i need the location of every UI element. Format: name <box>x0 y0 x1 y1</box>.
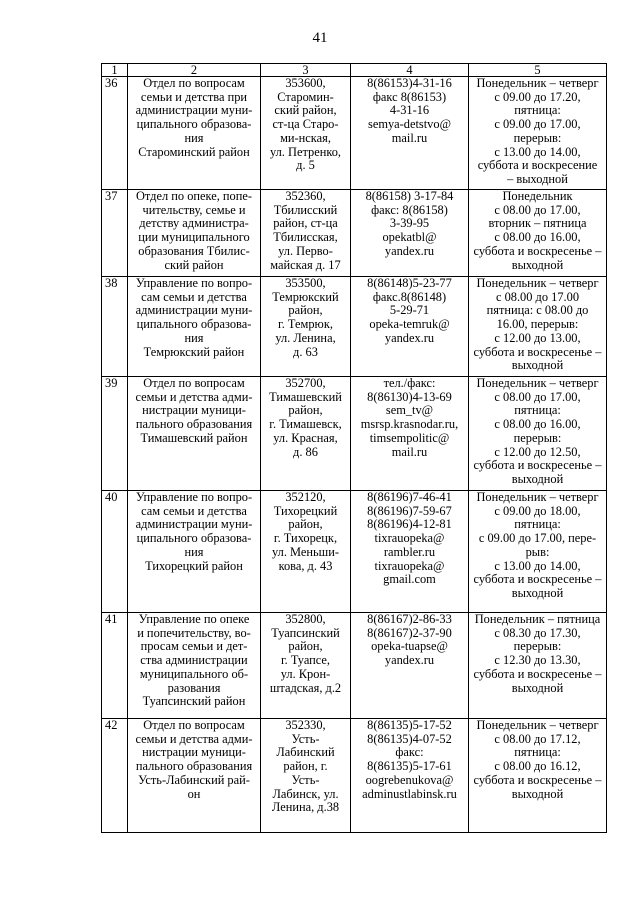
cell-line: суббота и воскресенье – <box>473 344 602 359</box>
cell-line: 4-31-16 <box>389 103 430 118</box>
cell-line: Усть- <box>291 772 320 787</box>
cell-line: ства администрации <box>140 653 248 668</box>
cell-line: выходной <box>511 471 564 486</box>
cell-line: выходной <box>511 680 564 695</box>
cell-line: sem_tv@ <box>385 403 434 418</box>
cell-line: ул. Ленина, <box>275 330 336 345</box>
cell-line: Понедельник <box>502 189 573 203</box>
department-cell <box>128 719 261 833</box>
cell-line: перерыв: <box>513 130 562 145</box>
cell-line: Лабинск, ул. <box>272 786 339 801</box>
cell-line: сам семьи и детства <box>141 289 247 304</box>
cell-line: 8(86167)2-86-33 <box>367 612 452 626</box>
cell-line: Понедельник – четверг <box>476 376 599 390</box>
cell-line: Отдел по опеке, попе- <box>135 189 253 203</box>
cell-line: Понедельник – четверг <box>476 276 599 290</box>
cell-line: перерыв: <box>513 639 562 654</box>
cell-line: Понедельник – четверг <box>476 490 599 504</box>
cell-line: нистрации муници- <box>142 403 246 418</box>
cell-line: 8(86153)4-31-16 <box>367 76 452 90</box>
cell-line: выходной <box>511 786 564 801</box>
cell-line: пятница: <box>514 403 561 418</box>
cell-line: Темрюкский <box>272 289 339 304</box>
address-cell <box>261 613 351 719</box>
cell-line: рыв: <box>525 544 550 559</box>
column-number: 1 <box>102 64 128 77</box>
cell-line: ми-нская, <box>280 130 331 145</box>
cell-line: 8(86196)7-46-41 <box>367 490 452 504</box>
cell-line: 353600, <box>285 76 326 90</box>
contacts-cell <box>351 719 469 833</box>
cell-line: mail.ru <box>391 130 428 145</box>
cell-line: и попечительству, во- <box>137 625 251 640</box>
cell-line: ул. Петренко, <box>269 144 342 159</box>
cell-line: ния <box>184 130 204 145</box>
page-number: 41 <box>312 30 328 46</box>
cell-line: с 08.00 до 16.12, <box>494 759 581 774</box>
cell-line: Туапсинский <box>271 625 340 640</box>
cell-line: ул. Крон- <box>280 666 331 681</box>
department-cell <box>128 377 261 491</box>
cell-line: msrsp.krasnodar.ru, <box>360 417 459 432</box>
contacts-cell <box>351 491 469 613</box>
cell-line: с 08.00 до 17.00, <box>494 389 581 404</box>
cell-line: 8(86135)4-07-52 <box>367 731 452 746</box>
cell-line: чительству, семье и <box>142 202 246 217</box>
table-row <box>102 277 607 377</box>
cell-line: Понедельник – четверг <box>476 718 599 732</box>
cell-line: 352120, <box>285 490 326 504</box>
cell-line: пального образования <box>135 417 253 432</box>
hours-cell <box>469 377 607 491</box>
table-row <box>102 190 607 277</box>
cell-line: 8(86196)4-12-81 <box>367 517 452 532</box>
cell-line: суббота и воскресение <box>477 158 598 173</box>
cell-line: перерыв: <box>513 430 562 445</box>
cell-line: tixrauopeka@ <box>374 558 445 573</box>
cell-line: выходной <box>511 358 564 373</box>
department-cell <box>128 77 261 190</box>
row-number: 39 <box>102 377 128 491</box>
cell-line: opeka-temruk@ <box>369 317 450 332</box>
cell-line: opeka-tuapse@ <box>371 639 448 654</box>
cell-line: ст-ца Старо- <box>272 117 339 132</box>
cell-line: mail.ru <box>391 444 428 459</box>
cell-line: администрации муни- <box>135 303 253 318</box>
cell-line: 8(86148)5-23-77 <box>367 276 452 290</box>
cell-line: semya-detstvo@ <box>368 117 451 132</box>
cell-line: Отдел по вопросам <box>143 76 245 90</box>
cell-line: с 13.00 до 14.00, <box>494 144 581 159</box>
cell-line: факс: <box>395 745 424 760</box>
cell-line: с 08.00 до 17.00 <box>495 289 580 304</box>
cell-line: ции муниципального <box>138 230 250 245</box>
table-row <box>102 77 607 190</box>
cell-line: gmail.com <box>383 572 436 587</box>
cell-line: ципального образова- <box>136 317 252 332</box>
cell-line: ципального образова- <box>136 531 252 546</box>
cell-line: Тбилисская, <box>273 230 338 245</box>
cell-line: штадская, д.2 <box>269 680 342 695</box>
address-cell <box>261 277 351 377</box>
cell-line: сам семьи и детства <box>141 503 247 518</box>
cell-line: Тбилисский <box>273 202 338 217</box>
contacts-cell <box>351 77 469 190</box>
cell-line: район, <box>288 403 323 418</box>
cell-line: район, <box>288 639 323 654</box>
cell-line: пального образования <box>135 759 253 774</box>
cell-line: Управление по опеке <box>138 612 250 626</box>
cell-line: yandex.ru <box>384 653 435 668</box>
cell-line: Темрюкский район <box>143 344 245 359</box>
cell-line: суббота и воскресенье – <box>473 458 602 473</box>
cell-line: район, г. <box>283 759 328 774</box>
address-cell <box>261 719 351 833</box>
cell-line: с 08.00 до 17.00, <box>494 202 581 217</box>
cell-line: Управление по вопро- <box>135 276 253 290</box>
cell-line: – выходной <box>507 171 568 186</box>
table-row <box>102 613 607 719</box>
cell-line: 8(86135)5-17-52 <box>367 718 452 732</box>
contacts-cell <box>351 190 469 277</box>
column-number: 5 <box>469 64 607 77</box>
cell-line: д. 5 <box>296 158 315 173</box>
cell-line: д. 63 <box>293 344 318 359</box>
cell-line: г. Темрюк, <box>278 317 333 332</box>
cell-line: Тихорецкий <box>273 503 338 518</box>
cell-line: Понедельник – пятница <box>474 612 601 626</box>
contacts-cell <box>351 277 469 377</box>
hours-cell <box>469 613 607 719</box>
row-number: 38 <box>102 277 128 377</box>
cell-line: с 13.00 до 14.00, <box>494 558 581 573</box>
department-cell <box>128 190 261 277</box>
cell-line: 352360, <box>285 189 326 203</box>
column-number: 2 <box>128 64 261 77</box>
cell-line: с 12.30 до 13.30, <box>494 653 581 668</box>
cell-line: ский район, <box>274 103 337 118</box>
table-row <box>102 377 607 491</box>
contacts-cell <box>351 613 469 719</box>
column-number: 3 <box>261 64 351 77</box>
cell-line: пятница: с 08.00 до <box>486 303 589 318</box>
cell-line: yandex.ru <box>384 243 435 258</box>
cell-line: кова, д. 43 <box>278 558 333 573</box>
department-cell <box>128 613 261 719</box>
cell-line: факс 8(86153) <box>372 89 447 104</box>
cell-line: ский район <box>164 257 224 272</box>
table-row <box>102 719 607 833</box>
cell-line: 16.00, перерыв: <box>496 317 579 332</box>
cell-line: yandex.ru <box>384 330 435 345</box>
department-cell <box>128 491 261 613</box>
cell-line: г. Тимашевск, <box>269 417 342 432</box>
cell-line: ул. Красная, <box>273 430 338 445</box>
row-number: 37 <box>102 190 128 277</box>
cell-line: 8(86196)7-59-67 <box>367 503 452 518</box>
cell-line: он <box>187 786 201 801</box>
cell-line: пятница: <box>514 103 561 118</box>
row-number: 40 <box>102 491 128 613</box>
cell-line: timsempolitic@ <box>369 430 450 445</box>
cell-line: ния <box>184 330 204 345</box>
cell-line: Тимашевский <box>269 389 342 404</box>
address-cell <box>261 377 351 491</box>
column-number-row <box>102 64 607 77</box>
cell-line: Тимашевский район <box>140 430 248 445</box>
cell-line: с 08.00 до 17.12, <box>494 731 581 746</box>
cell-line: 8(86167)2-37-90 <box>367 625 452 640</box>
cell-line: пятница: <box>514 745 561 760</box>
cell-line: ул. Перво- <box>278 243 333 258</box>
hours-cell <box>469 277 607 377</box>
cell-line: район, <box>288 303 323 318</box>
cell-line: факс.8(86148) <box>372 289 447 304</box>
cell-line: с 08.30 до 17.30, <box>494 625 581 640</box>
address-cell <box>261 491 351 613</box>
cell-line: район, <box>288 517 323 532</box>
hours-cell <box>469 719 607 833</box>
cell-line: Старомин- <box>277 89 334 104</box>
cell-line: д. 86 <box>293 444 318 459</box>
cell-line: 8(86158) 3-17-84 <box>365 189 454 203</box>
cell-line: Тихорецкий район <box>145 558 243 573</box>
cell-line: Усть-Лабинский рай- <box>138 772 250 787</box>
hours-cell <box>469 190 607 277</box>
cell-line: г. Тихорецк, <box>273 531 338 546</box>
cell-line: Усть- <box>291 731 320 746</box>
cell-line: семьи и детства адми- <box>135 389 253 404</box>
table-row <box>102 491 607 613</box>
cell-line: вторник – пятница <box>488 216 587 231</box>
cell-line: rambler.ru <box>383 544 436 559</box>
cell-line: 352800, <box>285 612 326 626</box>
cell-line: Понедельник – четверг <box>476 76 599 90</box>
row-number: 42 <box>102 719 128 833</box>
cell-line: выходной <box>511 585 564 600</box>
cell-line: семьи и детства адми- <box>135 731 253 746</box>
cell-line: 5-29-71 <box>389 303 430 318</box>
cell-line: нистрации муници- <box>142 745 246 760</box>
cell-line: с 09.00 до 17.20, <box>494 89 581 104</box>
cell-line: с 09.00 до 17.00, <box>494 117 581 132</box>
cell-line: с 08.00 до 16.00, <box>494 230 581 245</box>
cell-line: oogrebenukova@ <box>365 772 454 787</box>
cell-line: ул. Меньши- <box>272 544 339 559</box>
cell-line: просам семьи и дет- <box>140 639 248 654</box>
cell-line: с 09.00 до 18.00, <box>494 503 581 518</box>
cell-line: opekatbl@ <box>382 230 437 245</box>
cell-line: суббота и воскресенье – <box>473 243 602 258</box>
hours-cell <box>469 77 607 190</box>
cell-line: 353500, <box>285 276 326 290</box>
cell-line: администрации муни- <box>135 103 253 118</box>
cell-line: 8(86135)5-17-61 <box>367 759 452 774</box>
cell-line: 352700, <box>285 376 326 390</box>
cell-line: суббота и воскресенье – <box>473 666 602 681</box>
cell-line: Лабинский <box>276 745 335 760</box>
cell-line: 3-39-95 <box>389 216 430 231</box>
cell-line: суббота и воскресенье – <box>473 772 602 787</box>
cell-line: администрации муни- <box>135 517 253 532</box>
address-cell <box>261 77 351 190</box>
cell-line: тел./факс: <box>383 376 436 390</box>
cell-line: с 12.00 до 13.00, <box>494 330 581 345</box>
cell-line: детству администра- <box>139 216 249 231</box>
department-cell <box>128 277 261 377</box>
contacts-cell <box>351 377 469 491</box>
cell-line: муниципального об- <box>139 666 249 681</box>
cell-line: Отдел по вопросам <box>143 718 245 732</box>
cell-line: разования <box>167 680 221 695</box>
cell-line: пятница: <box>514 517 561 532</box>
cell-line: ципального образова- <box>136 117 252 132</box>
cell-line: 8(86130)4-13-69 <box>367 389 452 404</box>
cell-line: выходной <box>511 257 564 272</box>
cell-line: ния <box>184 544 204 559</box>
cell-line: tixrauopeka@ <box>374 531 445 546</box>
contacts-table <box>101 63 607 833</box>
address-cell <box>261 190 351 277</box>
cell-line: г. Туапсе, <box>280 653 331 668</box>
cell-line: Отдел по вопросам <box>143 376 245 390</box>
cell-line: семьи и детства при <box>140 89 248 104</box>
hours-cell <box>469 491 607 613</box>
cell-line: образования Тбилис- <box>138 243 250 258</box>
cell-line: суббота и воскресенье – <box>473 572 602 587</box>
cell-line: Староминский район <box>138 144 250 159</box>
cell-line: майская д. 17 <box>270 257 341 272</box>
cell-line: Туапсинский район <box>142 694 246 709</box>
cell-line: с 12.00 до 12.50, <box>494 444 581 459</box>
cell-line: с 08.00 до 16.00, <box>494 417 581 432</box>
row-number: 41 <box>102 613 128 719</box>
cell-line: факс: 8(86158) <box>371 202 448 217</box>
cell-line: Ленина, д.38 <box>271 800 340 815</box>
cell-line: adminustlabinsk.ru <box>362 786 457 801</box>
cell-line: Управление по вопро- <box>135 490 253 504</box>
cell-line: район, ст-ца <box>273 216 338 231</box>
cell-line: с 09.00 до 17.00, пере- <box>478 531 597 546</box>
cell-line: 352330, <box>285 718 326 732</box>
row-number: 36 <box>102 77 128 190</box>
column-number: 4 <box>351 64 469 77</box>
